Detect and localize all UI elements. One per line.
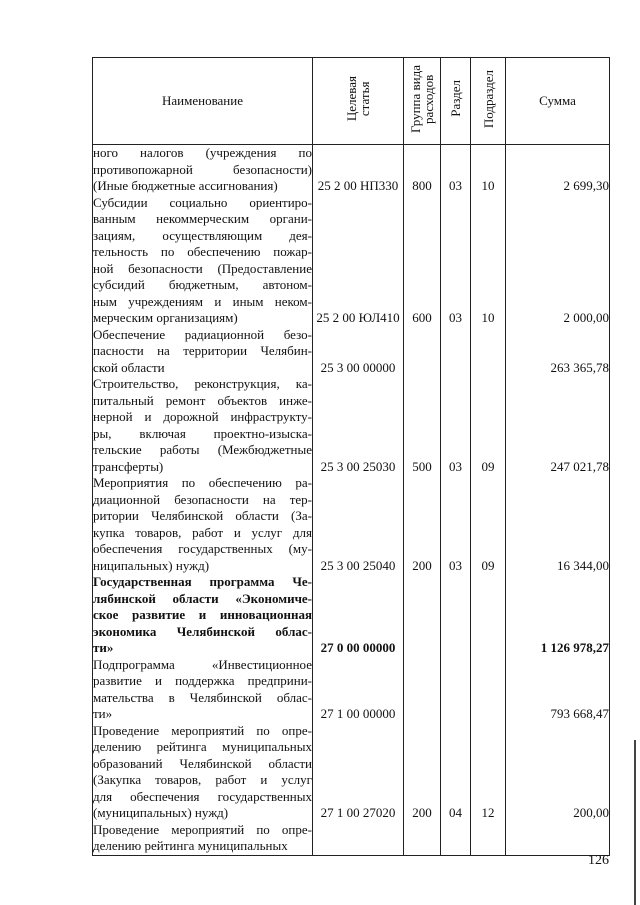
budget-table [92, 57, 610, 856]
row-name-line: Мероприятия по обеспечению ра- [93, 475, 312, 490]
row-name-line: тельские работы (Межбюджетные [93, 442, 312, 457]
row-name-line: субсидий бюджетным, автоном- [93, 277, 312, 292]
table-row [93, 657, 610, 723]
row-sum: 793 668,47 [506, 657, 610, 723]
row-name-line: Проведение мероприятий по опре- [93, 722, 312, 738]
row-target-code: 25 2 00 ЮЛ410 [313, 195, 404, 327]
row-subsection: 09 [471, 475, 506, 574]
row-name-line: ниципальных) нужд) [93, 557, 210, 573]
page-number: 126 [588, 853, 609, 868]
row-sum [506, 822, 610, 856]
row-name-line: образований Челябинской области [93, 755, 312, 771]
row-name-line: ти» [93, 640, 114, 655]
header-subsection: Подраздел [471, 58, 506, 145]
row-name-line: пасности на территории Челябин- [93, 343, 312, 358]
table-row [93, 574, 610, 657]
row-expense-group [404, 822, 441, 856]
row-name-line: ры, включая проектно-изыска- [93, 425, 312, 441]
header-group: Группа вида расходов [404, 58, 441, 145]
row-name-line: ритории Челябинской области (За- [93, 508, 312, 523]
row-name-line: Подпрограмма «Инвестиционное [93, 656, 312, 672]
row-name-line: Проведение мероприятий по опре- [93, 821, 312, 837]
row-expense-group [404, 574, 441, 657]
row-section: 03 [441, 145, 471, 195]
row-name [93, 723, 313, 822]
row-sum: 247 021,78 [506, 376, 610, 475]
header-name: Наименование [93, 58, 313, 145]
row-expense-group: 800 [404, 145, 441, 195]
row-expense-group: 600 [404, 195, 441, 327]
table-row [93, 145, 610, 195]
row-sum: 2 000,00 [506, 195, 610, 327]
row-sum: 200,00 [506, 723, 610, 822]
row-subsection [471, 822, 506, 856]
row-section [441, 574, 471, 657]
row-expense-group: 500 [404, 376, 441, 475]
row-name-line: противопожарной безопасности) [93, 161, 312, 177]
row-section [441, 822, 471, 856]
row-name-line: купка товаров, работ и услуг для [93, 524, 312, 540]
table-row [93, 822, 610, 856]
row-sum: 263 365,78 [506, 327, 610, 377]
row-name [93, 376, 313, 475]
row-name-line: ной безопасности (Предоставление [93, 260, 312, 276]
row-name-line: питальный ремонт объектов инже- [93, 392, 312, 408]
row-name [93, 195, 313, 327]
table-body [93, 145, 610, 856]
row-sum: 16 344,00 [506, 475, 610, 574]
row-sum: 1 126 978,27 [506, 574, 610, 657]
row-subsection: 10 [471, 195, 506, 327]
row-target-code [313, 822, 404, 856]
row-name [93, 145, 313, 195]
row-name [93, 657, 313, 723]
row-name-line: (муниципальных) нужд) [93, 805, 229, 820]
row-section: 04 [441, 723, 471, 822]
row-target-code: 25 3 00 00000 [313, 327, 404, 377]
row-section: 03 [441, 195, 471, 327]
row-target-code: 27 1 00 27020 [313, 723, 404, 822]
row-target-code: 25 3 00 25030 [313, 376, 404, 475]
row-name [93, 475, 313, 574]
row-expense-group: 200 [404, 475, 441, 574]
row-name-line: Обеспечение радиационной безо- [93, 326, 312, 342]
row-subsection [471, 327, 506, 377]
row-name-line: ское развитие и инновационная [93, 607, 312, 622]
row-name-line: зациям, осуществляющим дея- [93, 227, 312, 243]
row-subsection: 10 [471, 145, 506, 195]
row-name-line: для обеспечения государственных [93, 788, 312, 804]
row-target-code: 25 2 00 НП330 [313, 145, 404, 195]
row-expense-group: 200 [404, 723, 441, 822]
row-name [93, 574, 313, 657]
row-name-line: экономика Челябинской облас- [93, 623, 312, 639]
row-target-code: 25 3 00 25040 [313, 475, 404, 574]
row-section [441, 657, 471, 723]
row-expense-group [404, 657, 441, 723]
row-name-line: ти» [93, 706, 113, 721]
row-expense-group [404, 327, 441, 377]
row-name-line: ным учреждениям и иным неком- [93, 293, 312, 309]
row-name-line: Строительство, реконструкция, ка- [93, 376, 312, 391]
row-name-line: нерной и дорожной инфраструкту- [93, 409, 312, 424]
row-name-line: тельность по обеспечению пожар- [93, 244, 312, 259]
row-name-line: трансферты) [93, 458, 164, 474]
row-subsection: 09 [471, 376, 506, 475]
row-name-line: мательства в Челябинской облас- [93, 689, 312, 705]
row-section: 03 [441, 475, 471, 574]
row-name-line: делению рейтинга муниципальных [93, 838, 288, 853]
row-name [93, 327, 313, 377]
row-sum: 2 699,30 [506, 145, 610, 195]
header-sum: Сумма [506, 58, 610, 145]
table-row [93, 723, 610, 822]
row-name [93, 822, 313, 856]
row-subsection [471, 574, 506, 657]
row-name-line: ской области [93, 359, 165, 375]
row-name-line: мерческим организациям) [93, 310, 238, 325]
row-name-line: развитие и поддержка предприни- [93, 673, 312, 688]
row-name-line: Субсидии социально ориентиро- [93, 194, 312, 210]
row-name-line: (Иные бюджетные ассигнования) [93, 178, 278, 193]
row-target-code: 27 0 00 00000 [313, 574, 404, 657]
row-name-line: делению рейтинга муниципальных [93, 739, 312, 754]
header-target: Целевая статья [313, 58, 404, 145]
row-name-line: лябинской области «Экономиче- [93, 590, 312, 606]
table-row [93, 475, 610, 574]
row-name-line: ного налогов (учреждения по [93, 145, 312, 160]
table-row [93, 195, 610, 327]
row-name-line: диационной безопасности на тер- [93, 491, 312, 507]
table-row [93, 327, 610, 377]
row-subsection: 12 [471, 723, 506, 822]
row-target-code: 27 1 00 00000 [313, 657, 404, 723]
row-name-line: ванным некоммерческим органи- [93, 211, 312, 226]
scan-edge [634, 740, 636, 905]
row-name-line: (Закупка товаров, работ и услуг [93, 772, 312, 787]
row-name-line: обеспечения государственных (му- [93, 541, 312, 556]
row-name-line: Государственная программа Че- [93, 574, 312, 589]
table-header [93, 58, 610, 145]
row-subsection [471, 657, 506, 723]
row-section: 03 [441, 376, 471, 475]
row-section [441, 327, 471, 377]
table-row [93, 376, 610, 475]
header-section: Раздел [441, 58, 471, 145]
